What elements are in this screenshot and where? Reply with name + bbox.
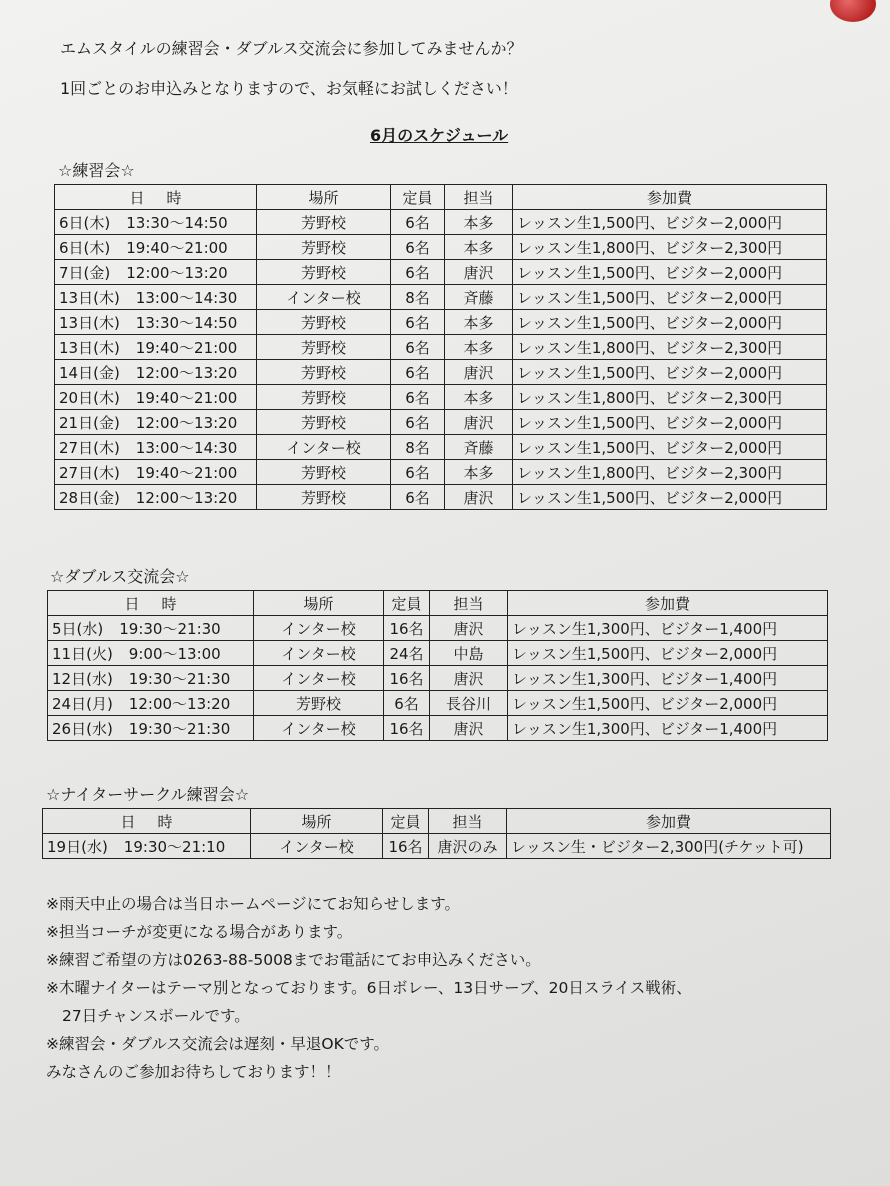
- header-place: 場所: [257, 185, 391, 210]
- header-place: 場所: [254, 591, 384, 616]
- cell-time: 12:00～13:20: [126, 263, 228, 282]
- cell-staff: 唐沢: [445, 410, 513, 435]
- cell-staff: 本多: [445, 210, 513, 235]
- cell-datetime: [55, 310, 257, 335]
- note-closing: みなさんのご参加お待ちしております！！: [46, 1063, 341, 1081]
- header-fee: 参加費: [508, 591, 828, 616]
- cell-capacity: 6名: [391, 460, 445, 485]
- cell-place: 芳野校: [257, 335, 391, 360]
- cell-place: 芳野校: [257, 360, 391, 385]
- nighter-section-title: ☆ナイターサークル練習会☆: [46, 785, 250, 804]
- cell-fee: レッスン生1,500円、ビジター2,000円: [513, 260, 827, 285]
- cell-fee: レッスン生・ビジター2,300円(チケット可): [507, 834, 831, 859]
- cell-fee: レッスン生1,500円、ビジター2,000円: [513, 360, 827, 385]
- table-row: [48, 691, 828, 716]
- cell-time: 12:00～13:20: [135, 488, 238, 507]
- cell-fee: レッスン生1,500円、ビジター2,000円: [513, 435, 827, 460]
- cell-day: 20日(木): [59, 388, 120, 407]
- cell-day: 27日(木): [59, 438, 120, 457]
- cell-datetime: [55, 385, 257, 410]
- cell-datetime: [55, 260, 257, 285]
- table-row: [55, 360, 827, 385]
- cell-day: 28日(金): [59, 488, 120, 507]
- cell-capacity: 6名: [391, 235, 445, 260]
- header-date: [43, 809, 251, 834]
- cell-fee: レッスン生1,500円、ビジター2,000円: [508, 691, 828, 716]
- header-row: [43, 809, 831, 834]
- table-row: [55, 335, 827, 360]
- header-place: 場所: [251, 809, 383, 834]
- push-pin: [830, 0, 876, 22]
- cell-time: 12:00～13:20: [128, 694, 231, 713]
- cell-place: 芳野校: [257, 410, 391, 435]
- note-theme-cont: 27日チャンスボールです。: [62, 1007, 250, 1025]
- cell-time: 13:00～14:30: [135, 438, 238, 457]
- schedule-title: 6月のスケジュール: [370, 126, 509, 145]
- cell-place: 芳野校: [257, 310, 391, 335]
- cell-datetime: [55, 335, 257, 360]
- header-staff: 担当: [429, 809, 507, 834]
- cell-staff: 中島: [430, 641, 508, 666]
- cell-fee: レッスン生1,500円、ビジター2,000円: [513, 410, 827, 435]
- table-row: [48, 666, 828, 691]
- cell-place: インター校: [257, 285, 391, 310]
- cell-fee: レッスン生1,300円、ビジター1,400円: [508, 666, 828, 691]
- cell-time: 9:00～13:00: [128, 644, 221, 663]
- cell-datetime: [43, 834, 251, 859]
- cell-capacity: 6名: [391, 410, 445, 435]
- cell-fee: レッスン生1,500円、ビジター2,000円: [508, 641, 828, 666]
- cell-datetime: [55, 410, 257, 435]
- cell-day: 14日(金): [59, 363, 120, 382]
- header-staff: 担当: [445, 185, 513, 210]
- cell-capacity: 6名: [391, 210, 445, 235]
- cell-fee: レッスン生1,500円、ビジター2,000円: [513, 285, 827, 310]
- table-row: [55, 235, 827, 260]
- header-fee: 参加費: [507, 809, 831, 834]
- note-rain: ※雨天中止の場合は当日ホームページにてお知らせします。: [46, 895, 460, 913]
- cell-staff: 斉藤: [445, 285, 513, 310]
- cell-place: インター校: [251, 834, 383, 859]
- cell-fee: レッスン生1,800円、ビジター2,300円: [513, 460, 827, 485]
- cell-capacity: 16名: [384, 716, 430, 741]
- cell-day: 12日(水): [52, 669, 113, 688]
- intro-line-1: エムスタイルの練習会・ダブルス交流会に参加してみませんか？: [60, 39, 523, 58]
- cell-datetime: [55, 435, 257, 460]
- cell-datetime: [55, 485, 257, 510]
- table-row: [55, 385, 827, 410]
- table-row: [55, 310, 827, 335]
- table-row: [55, 260, 827, 285]
- cell-staff: 唐沢: [430, 666, 508, 691]
- header-date-b: 時: [157, 812, 173, 831]
- cell-day: 5日(水): [52, 619, 104, 638]
- intro-line-2: 1回ごとのお申込みとなりますので、お気軽にお試しください！: [60, 79, 518, 98]
- cell-day: 21日(金): [59, 413, 120, 432]
- cell-datetime: [48, 616, 254, 641]
- table-row: [55, 460, 827, 485]
- cell-time: 19:40～21:00: [135, 338, 238, 357]
- cell-day: 26日(水): [52, 719, 113, 738]
- cell-capacity: 6名: [391, 260, 445, 285]
- doubles-section-title: ☆ダブルス交流会☆: [50, 567, 190, 586]
- cell-fee: レッスン生1,500円、ビジター2,000円: [513, 485, 827, 510]
- cell-staff: 本多: [445, 460, 513, 485]
- table-row: [55, 285, 827, 310]
- header-capacity: 定員: [383, 809, 429, 834]
- cell-day: 24日(月): [52, 694, 113, 713]
- cell-capacity: 16名: [384, 666, 430, 691]
- header-date-b: 時: [166, 188, 182, 207]
- header-date-a: 日: [120, 812, 136, 831]
- cell-day: 6日(木): [59, 213, 111, 232]
- cell-datetime: [48, 716, 254, 741]
- cell-time: 19:40～21:00: [126, 238, 228, 257]
- cell-datetime: [55, 360, 257, 385]
- cell-day: 7日(金): [59, 263, 111, 282]
- cell-datetime: [55, 210, 257, 235]
- cell-staff: 唐沢: [445, 485, 513, 510]
- cell-staff: 本多: [445, 235, 513, 260]
- cell-fee: レッスン生1,300円、ビジター1,400円: [508, 616, 828, 641]
- cell-time: 19:40～21:00: [135, 388, 238, 407]
- cell-time: 19:30～21:10: [123, 837, 226, 856]
- header-date-a: 日: [129, 188, 145, 207]
- nighter-table: [42, 808, 831, 859]
- cell-staff: 唐沢: [430, 716, 508, 741]
- cell-fee: レッスン生1,800円、ビジター2,300円: [513, 235, 827, 260]
- header-fee: 参加費: [513, 185, 827, 210]
- doubles-table: [47, 590, 828, 741]
- cell-staff: 唐沢: [445, 360, 513, 385]
- table-row: [55, 410, 827, 435]
- header-date-b: 時: [161, 594, 177, 613]
- cell-place: インター校: [254, 666, 384, 691]
- cell-day: 27日(木): [59, 463, 120, 482]
- practice-section-title: ☆練習会☆: [58, 161, 135, 180]
- cell-time: 12:00～13:20: [135, 363, 238, 382]
- table-row: [48, 641, 828, 666]
- cell-place: 芳野校: [257, 460, 391, 485]
- table-row: [55, 210, 827, 235]
- cell-datetime: [55, 235, 257, 260]
- cell-staff: 斉藤: [445, 435, 513, 460]
- cell-capacity: 6名: [391, 385, 445, 410]
- cell-staff: 長谷川: [430, 691, 508, 716]
- cell-day: 13日(木): [59, 313, 120, 332]
- cell-fee: レッスン生1,800円、ビジター2,300円: [513, 385, 827, 410]
- cell-day: 11日(火): [52, 644, 113, 663]
- cell-place: 芳野校: [257, 385, 391, 410]
- header-date: [55, 185, 257, 210]
- cell-datetime: [48, 666, 254, 691]
- cell-staff: 唐沢: [445, 260, 513, 285]
- cell-fee: レッスン生1,500円、ビジター2,000円: [513, 210, 827, 235]
- cell-place: 芳野校: [254, 691, 384, 716]
- cell-time: 13:00～14:30: [135, 288, 238, 307]
- cell-time: 12:00～13:20: [135, 413, 238, 432]
- note-late: ※練習会・ダブルス交流会は遅刻・早退OKです。: [46, 1035, 390, 1053]
- cell-place: 芳野校: [257, 485, 391, 510]
- cell-datetime: [55, 460, 257, 485]
- cell-day: 13日(木): [59, 288, 120, 307]
- cell-staff: 唐沢のみ: [429, 834, 507, 859]
- cell-staff: 唐沢: [430, 616, 508, 641]
- cell-fee: レッスン生1,300円、ビジター1,400円: [508, 716, 828, 741]
- header-capacity: 定員: [384, 591, 430, 616]
- cell-time: 13:30～14:50: [126, 213, 228, 232]
- header-row: [48, 591, 828, 616]
- cell-staff: 本多: [445, 310, 513, 335]
- table-row: [48, 716, 828, 741]
- cell-staff: 本多: [445, 385, 513, 410]
- note-phone: ※練習ご希望の方は0263-88-5008までお電話にてお申込みください。: [46, 951, 541, 969]
- cell-capacity: 8名: [391, 435, 445, 460]
- header-staff: 担当: [430, 591, 508, 616]
- cell-day: 19日(水): [47, 837, 108, 856]
- cell-time: 19:30～21:30: [119, 619, 221, 638]
- table-row: [43, 834, 831, 859]
- table-row: [55, 485, 827, 510]
- practice-table: [54, 184, 827, 510]
- cell-place: インター校: [254, 616, 384, 641]
- cell-capacity: 6名: [391, 485, 445, 510]
- cell-capacity: 16名: [383, 834, 429, 859]
- cell-place: 芳野校: [257, 210, 391, 235]
- header-capacity: 定員: [391, 185, 445, 210]
- header-date: [48, 591, 254, 616]
- cell-day: 13日(木): [59, 338, 120, 357]
- cell-fee: レッスン生1,800円、ビジター2,300円: [513, 335, 827, 360]
- cell-place: インター校: [254, 641, 384, 666]
- cell-place: インター校: [254, 716, 384, 741]
- header-date-a: 日: [124, 594, 140, 613]
- note-theme: ※木曜ナイターはテーマ別となっております。6日ボレー、13日サーブ、20日スライス戦術、: [46, 979, 692, 997]
- cell-place: 芳野校: [257, 260, 391, 285]
- cell-day: 6日(木): [59, 238, 111, 257]
- cell-capacity: 6名: [384, 691, 430, 716]
- cell-time: 19:30～21:30: [128, 719, 231, 738]
- cell-place: 芳野校: [257, 235, 391, 260]
- cell-datetime: [48, 641, 254, 666]
- cell-fee: レッスン生1,500円、ビジター2,000円: [513, 310, 827, 335]
- cell-capacity: 16名: [384, 616, 430, 641]
- cell-capacity: 6名: [391, 335, 445, 360]
- cell-capacity: 8名: [391, 285, 445, 310]
- cell-staff: 本多: [445, 335, 513, 360]
- table-row: [55, 435, 827, 460]
- cell-datetime: [48, 691, 254, 716]
- note-coach: ※担当コーチが変更になる場合があります。: [46, 923, 353, 941]
- cell-time: 19:40～21:00: [135, 463, 238, 482]
- cell-capacity: 6名: [391, 310, 445, 335]
- table-row: [48, 616, 828, 641]
- cell-capacity: 24名: [384, 641, 430, 666]
- cell-time: 19:30～21:30: [128, 669, 231, 688]
- cell-datetime: [55, 285, 257, 310]
- cell-capacity: 6名: [391, 360, 445, 385]
- cell-time: 13:30～14:50: [135, 313, 238, 332]
- cell-place: インター校: [257, 435, 391, 460]
- header-row: [55, 185, 827, 210]
